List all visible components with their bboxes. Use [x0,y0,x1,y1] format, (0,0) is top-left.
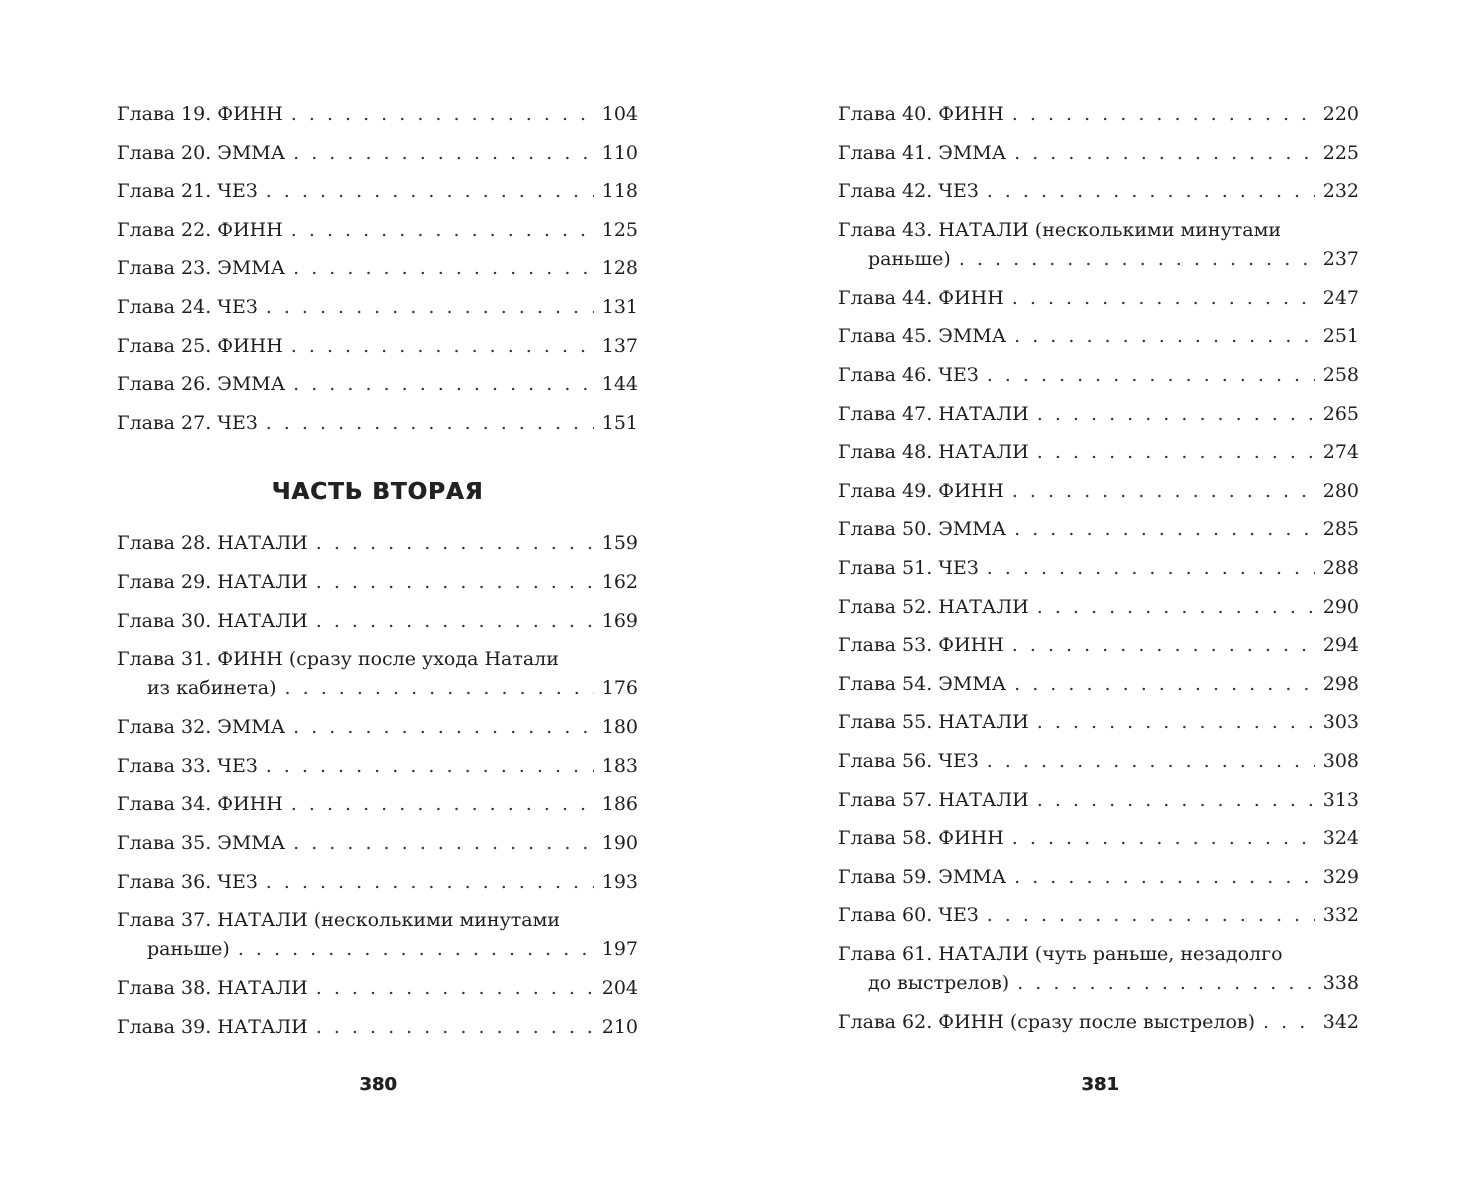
toc-entry-title: Глава 42. ЧЕЗ [838,180,979,203]
dot-leader [1037,593,1315,622]
toc-entry-page: 176 [601,677,638,700]
toc-entry-title: Глава 46. ЧЕЗ [838,363,979,386]
page-number: 380 [359,1074,397,1095]
dot-leader [293,713,594,742]
toc-entry-title: Глава 26. ЭММА [117,373,286,396]
dot-leader [293,254,594,283]
toc-entry [117,1013,638,1052]
dot-leader [1014,322,1315,351]
toc-entry-page: 159 [601,532,638,555]
dot-leader [987,554,1315,583]
toc-entry [838,438,1359,477]
toc-entry-page: 110 [601,141,638,164]
toc-entry-title: Глава 50. ЭММА [838,518,1007,541]
toc-entry-title: Глава 45. ЭММА [838,325,1007,348]
toc-entry [117,529,638,568]
toc-entry-page: 220 [1322,103,1359,125]
toc-entry-page: 251 [1322,325,1359,348]
toc-entry-title: Глава 32. ЭММА [117,716,286,739]
toc-entry-page: 324 [1322,827,1359,850]
dot-leader [293,829,594,858]
toc-entry-title: Глава 33. ЧЕЗ [117,754,258,777]
dot-leader [316,607,594,636]
toc-entry-title: Глава 27. ЧЕЗ [117,411,258,434]
dot-leader [291,332,594,361]
toc-entry-page: 288 [1322,556,1359,579]
toc-entry-page: 338 [1322,971,1359,994]
dot-leader [291,216,594,245]
toc-entry-page: 183 [601,754,638,777]
dot-leader [987,177,1315,206]
toc-entry-page: 186 [601,793,638,816]
toc-entry-title: Глава 44. ФИНН [838,286,1004,309]
toc-entry-title: Глава 31. ФИНН (сразу после ухода Натали [117,648,559,671]
toc-entry-page: 274 [1322,441,1359,464]
dot-leader [1012,631,1315,660]
toc-entry-page: 180 [601,716,638,739]
toc-entry-page: 342 [1322,1010,1359,1033]
toc-entry-title: Глава 41. ЭММА [838,141,1007,164]
dot-leader [316,568,594,597]
dot-leader [285,674,594,703]
toc-entry-title: Глава 34. ФИНН [117,793,283,816]
dot-leader [1037,708,1315,737]
toc-entry-page: 151 [601,411,638,434]
toc-entry-title: Глава 51. ЧЕЗ [838,556,979,579]
toc-entry [838,216,1359,284]
dot-leader [1014,670,1315,699]
toc-entry-title: Глава 52. НАТАЛИ [838,595,1029,618]
toc-entry-title: Глава 40. ФИНН [838,103,1004,125]
toc-entry-page: 290 [1322,595,1359,618]
toc-entry [117,254,638,293]
dot-leader [1012,100,1315,129]
toc-entry [838,100,1359,139]
toc-entry-page: 131 [601,295,638,318]
toc-entry-title-continuation: до выстрелов) [868,971,1010,994]
dot-leader [1014,515,1315,544]
toc-entry-page: 144 [601,373,638,396]
dot-leader [1014,863,1315,892]
dot-leader [1012,824,1315,853]
toc-entry [838,631,1359,670]
dot-leader [316,1013,594,1042]
toc-entry [838,824,1359,863]
toc-entry [117,139,638,178]
toc-entry-title: Глава 21. ЧЕЗ [117,180,258,203]
toc-entry-title: Глава 47. НАТАЛИ [838,402,1029,425]
toc-group-part-two [117,529,638,1051]
toc-entry-page: 204 [601,977,638,1000]
toc-entry [117,370,638,409]
toc-entry [838,747,1359,786]
toc-entry [117,177,638,216]
toc-entry-title: Глава 55. НАТАЛИ [838,711,1029,734]
toc-entry [117,713,638,752]
dot-leader [316,529,594,558]
dot-leader [238,935,594,964]
toc-entry-title: Глава 61. НАТАЛИ (чуть раньше, незадолго [838,942,1283,965]
dot-leader [1012,284,1315,313]
toc-entry-title: Глава 57. НАТАЛИ [838,788,1029,811]
dot-leader [293,139,594,168]
toc-entry-title-continuation: из кабинета) [147,677,277,700]
toc-entry [117,409,638,448]
dot-leader [1037,400,1315,429]
dot-leader [1012,477,1315,506]
toc-entry [838,322,1359,361]
toc-entry [838,177,1359,216]
toc-entry [117,100,638,139]
dot-leader [293,370,594,399]
toc-entry-title: Глава 23. ЭММА [117,257,286,280]
dot-leader [1017,969,1315,998]
toc-entry-page: 193 [601,870,638,893]
toc-entry-title: Глава 38. НАТАЛИ [117,977,308,1000]
dot-leader [987,747,1315,776]
toc-entry-title: Глава 24. ЧЕЗ [117,295,258,318]
toc-entry-title: Глава 35. ЭММА [117,831,286,854]
toc-entry-page: 232 [1322,180,1359,203]
toc-list-left [117,100,638,1051]
toc-entry-title: Глава 37. НАТАЛИ (несколькими минутами [117,909,561,932]
toc-entry [117,293,638,332]
toc-entry-title: Глава 29. НАТАЛИ [117,570,308,593]
toc-entry [117,568,638,607]
toc-entry-title: Глава 36. ЧЕЗ [117,870,258,893]
toc-entry-page: 118 [601,180,638,203]
toc-entry-title: Глава 58. ФИНН [838,827,1004,850]
toc-entry-page: 104 [601,103,638,125]
toc-entry [117,974,638,1013]
toc-entry-title: Глава 28. НАТАЛИ [117,532,308,555]
toc-entry-page: 280 [1322,479,1359,502]
toc-entry [838,940,1359,1008]
toc-entry [838,139,1359,178]
toc-entry-page: 247 [1322,286,1359,309]
toc-entry-page: 128 [601,257,638,280]
dot-leader [266,752,594,781]
toc-entry [838,863,1359,902]
toc-entry-page: 285 [1322,518,1359,541]
toc-entry-page: 190 [601,831,638,854]
toc-entry-page: 265 [1322,402,1359,425]
toc-entry [838,515,1359,554]
toc-entry-title: Глава 54. ЭММА [838,672,1007,695]
toc-entry-title: Глава 22. ФИНН [117,218,283,241]
toc-entry-title: Глава 59. ЭММА [838,865,1007,888]
toc-entry-title: Глава 30. НАТАЛИ [117,609,308,632]
toc-entry-page: 303 [1322,711,1359,734]
toc-entry-page: 210 [601,1015,638,1038]
toc-entry [838,554,1359,593]
toc-entry-page: 137 [601,334,638,357]
toc-entry [838,670,1359,709]
toc-entry [838,1008,1359,1047]
toc-entry [117,752,638,791]
toc-entry-page: 237 [1322,247,1359,270]
toc-entry-page: 332 [1322,904,1359,927]
toc-entry [838,593,1359,632]
toc-entry [117,790,638,829]
toc-entry-page: 197 [601,938,638,961]
toc-entry [838,477,1359,516]
toc-entry-title: Глава 56. ЧЕЗ [838,749,979,772]
dot-leader [266,868,594,897]
dot-leader [987,361,1315,390]
toc-entry-title: Глава 53. ФИНН [838,634,1004,657]
toc-entry [117,868,638,907]
toc-entry-title: Глава 49. ФИНН [838,479,1004,502]
toc-entry [117,645,638,713]
toc-entry [117,607,638,646]
toc-entry-title: Глава 20. ЭММА [117,141,286,164]
dot-leader [987,901,1315,930]
toc-group-right [838,100,1359,1046]
dot-leader [959,245,1315,274]
dot-leader [316,974,594,1003]
toc-entry-page: 169 [601,609,638,632]
toc-entry [838,708,1359,747]
toc-group-part-one [117,100,638,447]
toc-entry-title: Глава 19. ФИНН [117,103,283,125]
toc-entry [117,829,638,868]
part-heading: ЧАСТЬ ВТОРАЯ [271,479,484,506]
toc-entry [117,216,638,255]
toc-list-right [838,100,1359,1046]
dot-leader [291,790,594,819]
dot-leader [1037,786,1315,815]
right-page [738,0,1477,1182]
dot-leader [266,293,594,322]
toc-entry-title: Глава 43. НАТАЛИ (несколькими минутами [838,218,1282,241]
page-number: 381 [1081,1074,1119,1095]
toc-entry [838,400,1359,439]
left-page [0,0,738,1182]
toc-entry-title-continuation: раньше) [868,247,951,270]
toc-entry [117,906,638,974]
toc-entry-title: Глава 25. ФИНН [117,334,283,357]
toc-entry-page: 125 [601,218,638,241]
dot-leader [266,177,594,206]
dot-leader [1037,438,1315,467]
toc-entry-page: 225 [1322,141,1359,164]
toc-entry-page: 329 [1322,865,1359,888]
toc-entry-page: 308 [1322,749,1359,772]
dot-leader [1014,139,1315,168]
dot-leader [1263,1008,1315,1037]
toc-entry-title: Глава 62. ФИНН (сразу после выстрелов) [838,1010,1256,1033]
dot-leader [266,409,594,438]
toc-entry-page: 298 [1322,672,1359,695]
toc-entry-title: Глава 39. НАТАЛИ [117,1015,308,1038]
toc-entry-page: 313 [1322,788,1359,811]
toc-entry [838,284,1359,323]
toc-entry [838,361,1359,400]
toc-entry [838,901,1359,940]
dot-leader [291,100,594,129]
toc-entry-page: 294 [1322,634,1359,657]
toc-entry-page: 162 [601,570,638,593]
toc-entry-title: Глава 60. ЧЕЗ [838,904,979,927]
toc-entry-title: Глава 48. НАТАЛИ [838,441,1029,464]
toc-entry [117,332,638,371]
toc-entry-page: 258 [1322,363,1359,386]
toc-entry [838,786,1359,825]
toc-entry-title-continuation: раньше) [147,938,230,961]
